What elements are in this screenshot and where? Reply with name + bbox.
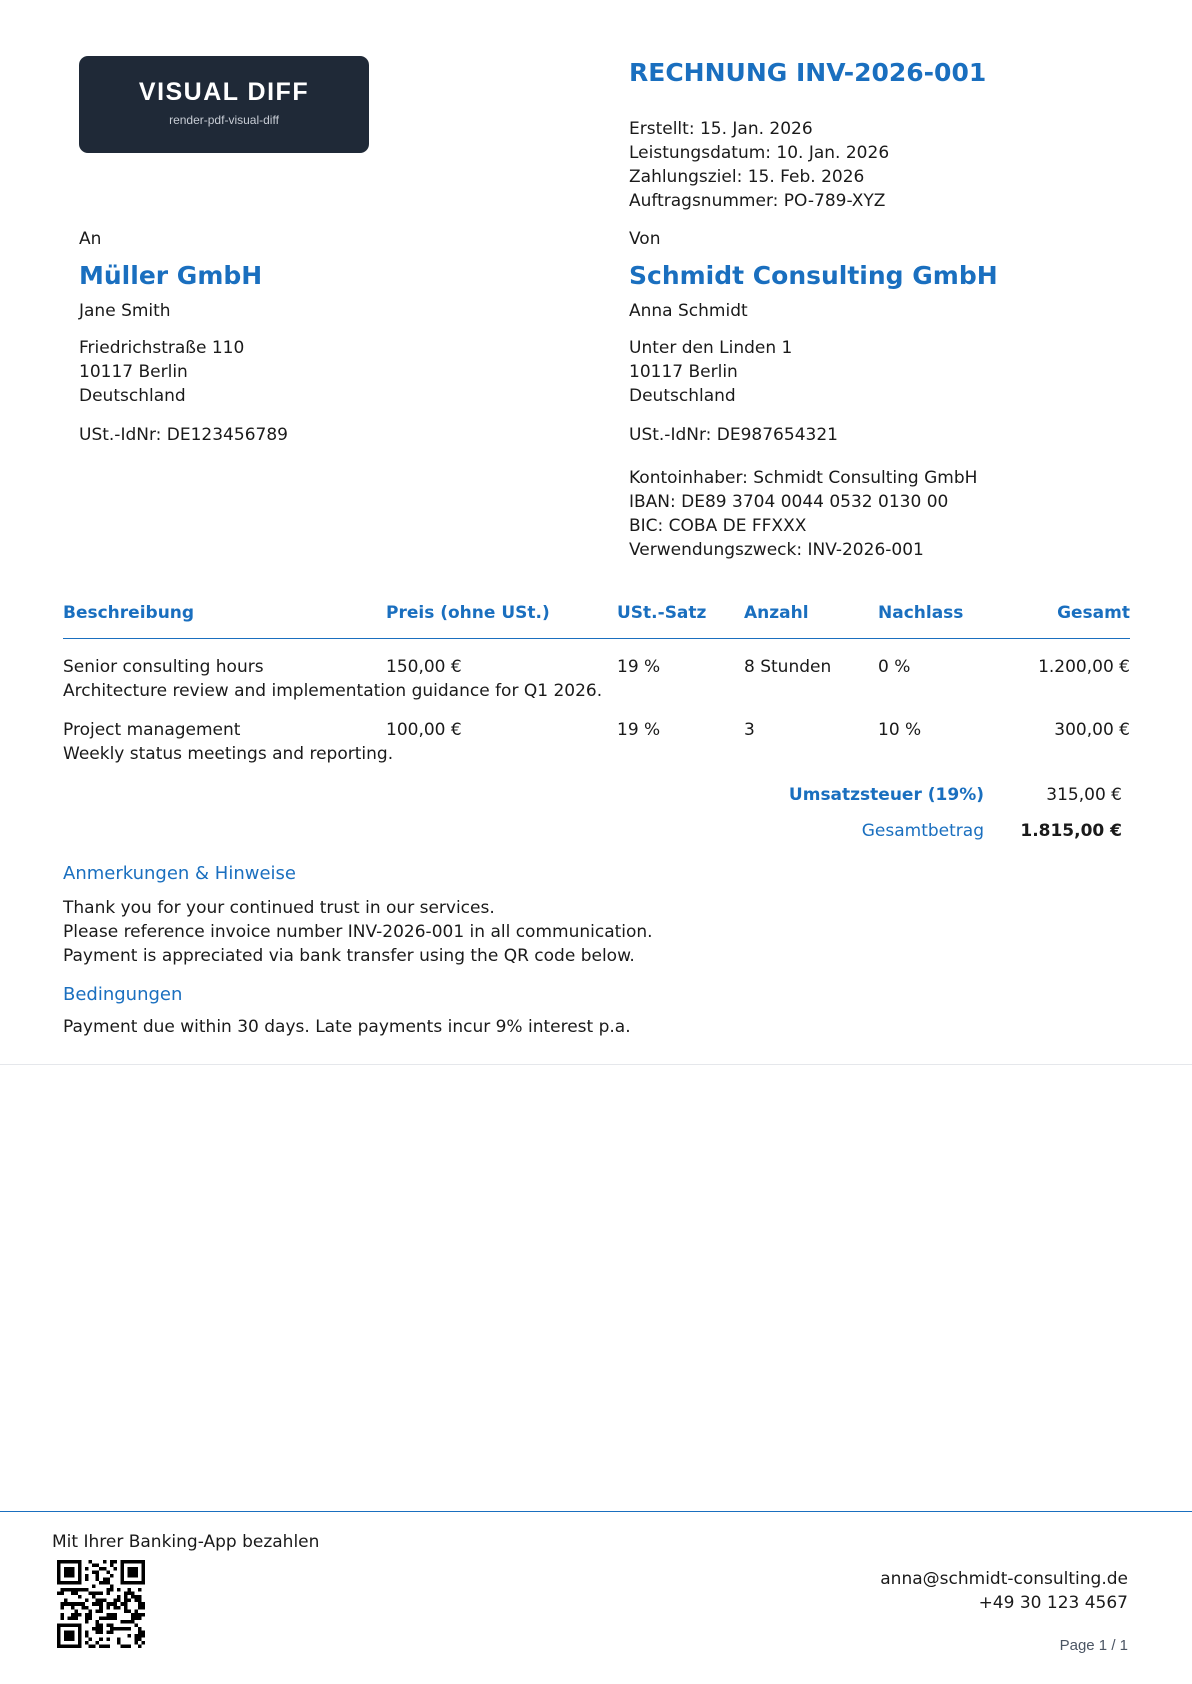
invoice-meta	[629, 117, 889, 213]
item-vat: 19 %	[617, 720, 661, 740]
company-logo	[79, 56, 369, 153]
vat-total-value: 315,00 €	[1046, 785, 1122, 805]
header-quantity: Anzahl	[744, 603, 878, 639]
sender-contact: Anna Schmidt	[629, 301, 748, 321]
sender-company: Schmidt Consulting GmbH	[629, 261, 998, 290]
account-holder: Kontoinhaber: Schmidt Consulting GmbH	[629, 468, 978, 488]
sender-city: 10117 Berlin	[629, 362, 738, 382]
grand-total-value: 1.815,00 €	[1020, 821, 1122, 841]
notes-line: Thank you for your continued trust in our services.	[63, 898, 495, 918]
item-description: Architecture review and implementation guidance for Q1 2026.	[63, 681, 603, 701]
notes-heading: Anmerkungen & Hinweise	[63, 863, 296, 884]
item-total: 300,00 €	[1054, 720, 1130, 740]
item-vat: 19 %	[617, 657, 661, 677]
item-discount: 10 %	[878, 720, 922, 740]
sender-label: Von	[629, 229, 661, 249]
table-row-description	[63, 681, 1130, 705]
item-discount: 0 %	[878, 657, 911, 677]
item-description: Weekly status meetings and reporting.	[63, 744, 394, 764]
header-price: Preis (ohne USt.)	[386, 603, 617, 639]
table-row	[63, 705, 1130, 744]
notes-text	[63, 896, 653, 968]
header-description: Beschreibung	[63, 603, 386, 639]
recipient-country: Deutschland	[79, 386, 186, 406]
item-total: 1.200,00 €	[1038, 657, 1130, 677]
qr-label: Mit Ihrer Banking-App bezahlen	[52, 1532, 320, 1552]
recipient-vat-id: USt.-IdNr: DE123456789	[79, 425, 288, 445]
item-name: Senior consulting hours	[63, 657, 264, 677]
item-price: 100,00 €	[386, 720, 462, 740]
vat-total-label: Umsatzsteuer (19%)	[788, 785, 984, 805]
terms-heading: Bedingungen	[63, 984, 183, 1005]
due-date: Zahlungsziel: 15. Feb. 2026	[629, 167, 865, 187]
recipient-city: 10117 Berlin	[79, 362, 188, 382]
notes-line: Please reference invoice number INV-2026-001 in all communication.	[63, 922, 653, 942]
table-row	[63, 639, 1130, 682]
sender-street: Unter den Linden 1	[629, 338, 793, 358]
header-total: Gesamt	[1008, 603, 1130, 639]
table-header-row	[63, 603, 1130, 639]
bank-details	[629, 466, 977, 562]
recipient-company: Müller GmbH	[79, 261, 263, 290]
footer-rule	[0, 1511, 1192, 1512]
sender-address	[629, 336, 792, 408]
bic: BIC: COBA DE FFXXX	[629, 516, 807, 536]
logo-subtitle: render-pdf-visual-diff	[169, 113, 279, 127]
notes-line: Payment is appreciated via bank transfer using the QR code below.	[63, 946, 635, 966]
recipient-street: Friedrichstraße 110	[79, 338, 245, 358]
header-vat-rate: USt.-Satz	[617, 603, 744, 639]
table-row-description	[63, 744, 1130, 768]
recipient-address	[79, 336, 244, 408]
payment-qr-code	[57, 1560, 145, 1648]
sender-vat-id: USt.-IdNr: DE987654321	[629, 425, 838, 445]
page-number: Page 1 / 1	[1059, 1637, 1128, 1654]
item-quantity: 3	[744, 720, 755, 740]
sender-country: Deutschland	[629, 386, 736, 406]
payment-reference: Verwendungszweck: INV-2026-001	[629, 540, 924, 560]
content-divider	[0, 1064, 1192, 1065]
invoice-title: RECHNUNG INV-2026-001	[629, 58, 987, 87]
created-date: Erstellt: 15. Jan. 2026	[629, 119, 813, 139]
item-quantity: 8 Stunden	[744, 657, 832, 677]
contact-phone: +49 30 123 4567	[978, 1593, 1128, 1613]
contact-email: anna@schmidt-consulting.de	[880, 1569, 1128, 1589]
item-name: Project management	[63, 720, 241, 740]
recipient-label: An	[79, 229, 102, 249]
item-price: 150,00 €	[386, 657, 462, 677]
service-date: Leistungsdatum: 10. Jan. 2026	[629, 143, 890, 163]
grand-total-label: Gesamtbetrag	[861, 821, 984, 841]
line-items-table	[63, 603, 1130, 768]
recipient-contact: Jane Smith	[79, 301, 171, 321]
terms-text: Payment due within 30 days. Late payments incur 9% interest p.a.	[63, 1017, 631, 1037]
logo-title: VISUAL DIFF	[138, 78, 310, 106]
header-discount: Nachlass	[878, 603, 1008, 639]
iban: IBAN: DE89 3704 0044 0532 0130 00	[629, 492, 949, 512]
order-number: Auftragsnummer: PO-789-XYZ	[629, 191, 886, 211]
